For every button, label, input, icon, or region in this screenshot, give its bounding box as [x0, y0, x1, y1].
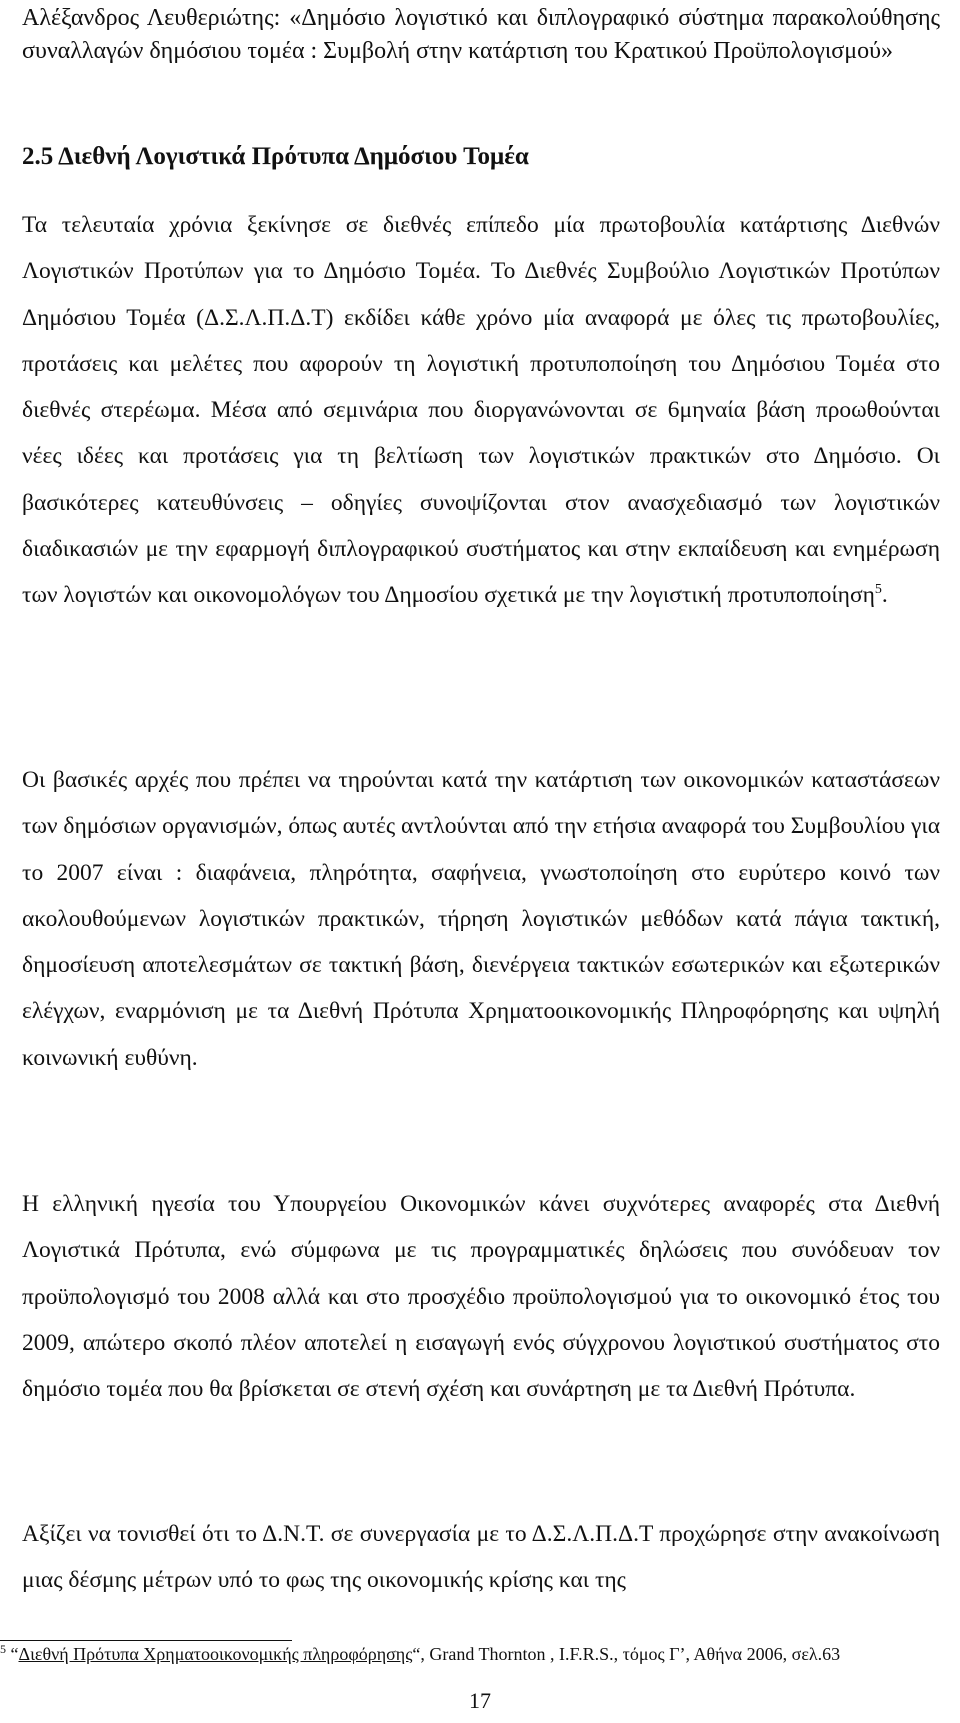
footnote-details: , Grand Thornton , I.F.R.S., τόμος Γ’, Αθήνα 2006, σελ.63: [420, 1644, 841, 1664]
paragraph-1: [22, 202, 940, 619]
paragraph-2: Οι βασικές αρχές που πρέπει να τηρούνται κατά την κατάρτιση των οικονομικών καταστάσεων των δημόσιων οργανισμών, όπως αυτές αντλούνται από την ετήσια αναφορά του Συμβουλίου για το 2007 είναι : διαφάνεια, πληρότητα, σαφήνεια, γνωστοποίηση στο ευρύτερο κοινό των ακολουθούμενων λογιστικών πρακτικών, τήρηση λογιστικών μεθόδων κατά πάγια τακτική, δημοσίευση αποτελεσμάτων σε τακτική βάση, διενέργεια τακτικών εσωτερικών και εξωτερικών ελέγχων, εναρμόνιση με τα Διεθνή Πρότυπα Χρηματοοικονομικής Πληροφόρησης και υψηλή κοινωνική ευθύνη.: [22, 767, 941, 1071]
page-number: 17: [469, 1688, 491, 1713]
paragraph-1-end: .: [881, 582, 888, 609]
footnote-open-quote: “: [10, 1644, 19, 1664]
footnote-reference[interactable]: 5: [874, 582, 882, 598]
section-heading: 2.5 Διεθνή Λογιστικά Πρότυπα Δημόσιου Τομέα: [22, 143, 529, 170]
footnote: [0, 1641, 940, 1668]
paragraph-4: Αξίζει να τονισθεί ότι το Δ.Ν.Τ. σε συνεργασία με το Δ.Σ.Λ.Π.Δ.Τ προχώρησε στην ανακοίνωση μιας δέσμης μέτρων υπό το φως της οικονομικής κρίσης και της: [22, 1521, 940, 1594]
footnote-number: 5: [0, 1642, 6, 1656]
paragraph-3: Η ελληνική ηγεσία του Υπουργείου Οικονομικών κάνει συχνότερες αναφορές στα Διεθνή Λογιστικά Πρότυπα, ενώ σύμφωνα με τις προγραμματικές δηλώσεις που συνόδευαν τον προϋπολογισμό του 2008 αλλά και στο προσχέδιο προϋπολογισμού για το οικονομικό έτος του 2009, απώτερο σκοπό πλέον αποτελεί η εισαγωγή ενός σύγχρονου λογιστικού συστήματος στο δημόσιο τομέα που θα βρίσκεται σε στενή σχέση και συνάρτηση με τα Διεθνή Πρότυπα.: [22, 1191, 940, 1403]
paragraph-1-text: Τα τελευταία χρόνια ξεκίνησε σε διεθνές επίπεδο μία πρωτοβουλία κατάρτισης Διεθνών Λογιστικών Προτύπων για το Δημόσιο Τομέα. Το Διεθνές Συμβούλιο Λογιστικών Προτύπων Δημόσιου Τομέα (Δ.Σ.Λ.Π.Δ.Τ) εκδίδει κάθε χρόνο μία αναφορά με όλες τις πρωτοβουλίες, προτάσεις και μελέτες που αφορούν τη λογιστική προτυποποίηση του Δημόσιου Τομέα στο διεθνές στερέωμα. Μέσα από σεμινάρια που διοργανώνονται σε 6μηναία βάση προωθούνται νέες ιδέες και προτάσεις για τη βελτίωση των λογιστικών πρακτικών στο Δημόσιο. Οι βασικότερες κατευθύνσεις – οδηγίες συνοψίζονται στον ανασχεδιασμό των λογιστικών διαδικασιών με την εφαρμογή διπλογραφικού συστήματος και στην εκπαίδευση και ενημέρωση των λογιστών και οικονομολόγων του Δημοσίου σχετικά με την λογιστική προτυποποίηση: [22, 212, 940, 609]
running-header: Αλέξανδρος Λευθεριώτης: «Δημόσιο λογιστικό και διπλογραφικό σύστημα παρακολούθησης συναλλαγών δημόσιου τομέα : Συμβολή στην κατάρτιση του Κρατικού Προϋπολογισμού»: [22, 5, 940, 64]
footnote-title: Διεθνή Πρότυπα Χρηματοοικονομικής πληροφόρησης: [18, 1644, 413, 1664]
footnote-close-quote: “: [412, 1644, 421, 1664]
